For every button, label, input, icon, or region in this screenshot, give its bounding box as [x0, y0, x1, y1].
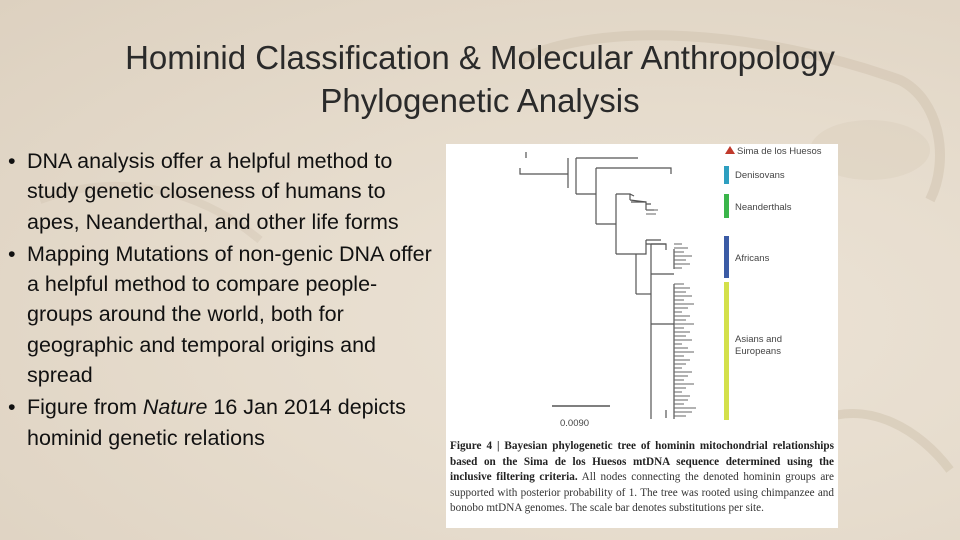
- journal-name: Nature: [142, 395, 208, 420]
- legend-bar-denisovans: [724, 166, 729, 184]
- tree-tips: [646, 210, 696, 416]
- legend-marker-sima: [725, 146, 735, 154]
- bullet-item: [8, 392, 438, 453]
- scale-bar-label: 0.0090: [560, 418, 590, 429]
- legend-label-denisovans: Denisovans: [735, 170, 785, 181]
- bullet-item: [8, 239, 438, 390]
- legend-label-neanderthals: Neanderthals: [735, 202, 792, 213]
- bullet-text-suffix: 16 Jan 2014 depicts hominid genetic relations: [27, 395, 406, 450]
- caption-body: All nodes connecting the denoted hominin groups are supported with posterior probability of 1. The tree was rooted using chimpanzee and bonobo mtDNA genomes. The scale bar denotes substitutions per site.: [450, 471, 834, 515]
- bullet-item: [8, 146, 438, 237]
- title-line-1: Hominid Classification & Molecular Anthropology: [125, 39, 835, 76]
- bullet-text-prefix: Figure from: [27, 395, 143, 420]
- slide-title: [40, 36, 920, 122]
- phylogenetic-figure: [446, 144, 838, 528]
- legend-label-sima: Sima de los Huesos: [737, 146, 822, 157]
- bullet-marker: •: [8, 241, 16, 266]
- legend-label-eurasians-1: Asians and: [735, 334, 783, 345]
- legend-bar-neanderthals: [724, 194, 729, 218]
- bullet-list: [8, 146, 438, 455]
- legend-label-eurasians-2: Europeans: [735, 346, 781, 357]
- bullet-marker: •: [8, 149, 16, 173]
- figure-caption: [450, 439, 834, 517]
- legend-bar-eurasians: [724, 282, 729, 420]
- bullet-text: DNA analysis offer a helpful method to study genetic closeness of humans to apes, Neanderthal, and other life forms: [27, 149, 399, 234]
- bullet-marker: •: [8, 395, 16, 420]
- legend-label-africans: Africans: [735, 253, 770, 264]
- bullet-text: Mapping Mutations of non-genic DNA offer a helpful method to compare people-groups around the world, both for geographic and temporal origins and spread: [27, 241, 432, 388]
- tree-branches: [520, 152, 674, 419]
- caption-heading: Figure 4 | Bayesian phylogenetic tree of hominin mitochondrial relationships based on the Sima de los Huesos mtDNA sequence determined using the inclusive filtering criteria.: [450, 440, 834, 484]
- phylogenetic-tree: [446, 144, 838, 434]
- title-line-2: Phylogenetic Analysis: [320, 82, 640, 119]
- legend-bar-africans: [724, 236, 729, 278]
